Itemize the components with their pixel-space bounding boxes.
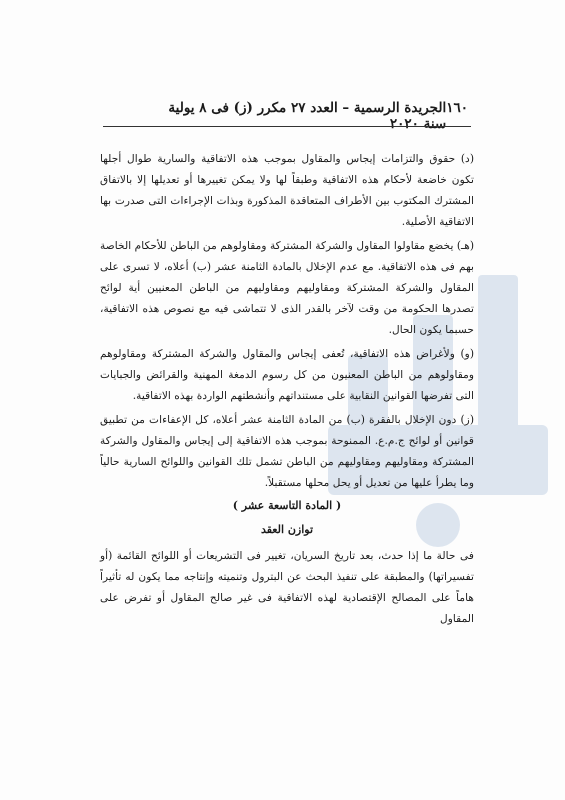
page-header — [150, 100, 468, 132]
document-body — [100, 148, 474, 629]
paragraph-final: فى حالة ما إذا حدث، بعد تاريخ السريان، تغيير فى التشريعات أو اللوائح القائمة (أو تفسيراتها) والمطبقة على تنفيذ البحث عن البترول وتنميته وإنتاجه مما يكون له تأثيراً هاماً على المصالح الإقتصادية لهذه الاتفاقية فى غير صالح المقاول أو تفرض على المقاول — [100, 549, 474, 625]
paragraph-z: (ز) دون الإخلال بالفقرة (ب) من المادة الثامنة عشر أعلاه، كل الإعفاءات من تطبيق قوانين أو لوائح ج.م.ع. الممنوحة بموجب هذه الاتفاقية إلى إيجاس والمقاول والشركة المشتركة ومقاوليهم ومقاوليهم من الباطن تشمل تلك القوانين واللوائح السارية حالياً وما يطرأ عليها من تعديل أو يحل محلها مستقبلاً. — [100, 413, 474, 489]
article-number: ( المادة التاسعة عشر ) — [232, 499, 342, 512]
paragraph-w: (و) ولأغراض هذه الاتفاقية، تُعفى إيجاس والمقاول والشركة المشتركة ومقاولوهم ومقاولوهم من الباطن المعنيون من كل رسوم الدمغة المهنية والقرائض والجبايات التى تفرضها القوانين النقابية على مستنداتهم وأنشطتهم الواردة بهذه الاتفاقية. — [100, 347, 474, 402]
watermark-stroke-right — [478, 275, 518, 435]
article-title: توازن العقد — [260, 523, 314, 536]
header-rule — [103, 126, 471, 127]
header-title: الجريدة الرسمية – العدد ٢٧ مكرر (ز) فى ٨ يولية سنة ٢٠٢٠ — [168, 100, 447, 132]
header-page-number: ١٦٠ — [446, 100, 468, 116]
paragraph-h: (هـ) يخضع مقاولوا المقاول والشركة المشتركة ومقاولوهم من الباطن للأحكام الخاصة بهم فى هذه الاتفاقية. مع عدم الإخلال بالمادة الثامنة عشر (ب) أعلاه، لا تسرى على المقاول والشركة المشتركة ومقاوليهم ومقاوليهم من الباطن المعنيين أية لوائح تصدرها الحكومة من وقت لآخر بالقدر الذى لا تتماشى فيه مع نصوص هذه الاتفاقية، حسبما يكون الحال. — [100, 239, 474, 336]
paragraph-d: (د) حقوق والتزامات إيجاس والمقاول بموجب هذه الاتفاقية والسارية طوال أجلها تكون خاضعة لأحكام هذه الاتفاقية وطبقاً لها ولا يمكن تغييرها أو تعديلها إلا بالاتفاق المشترك المكتوب بين الأطراف المتعاقدة المذكورة وبذات الإجراءات التى صدرت بها الاتفاقية الأصلية. — [100, 152, 474, 228]
